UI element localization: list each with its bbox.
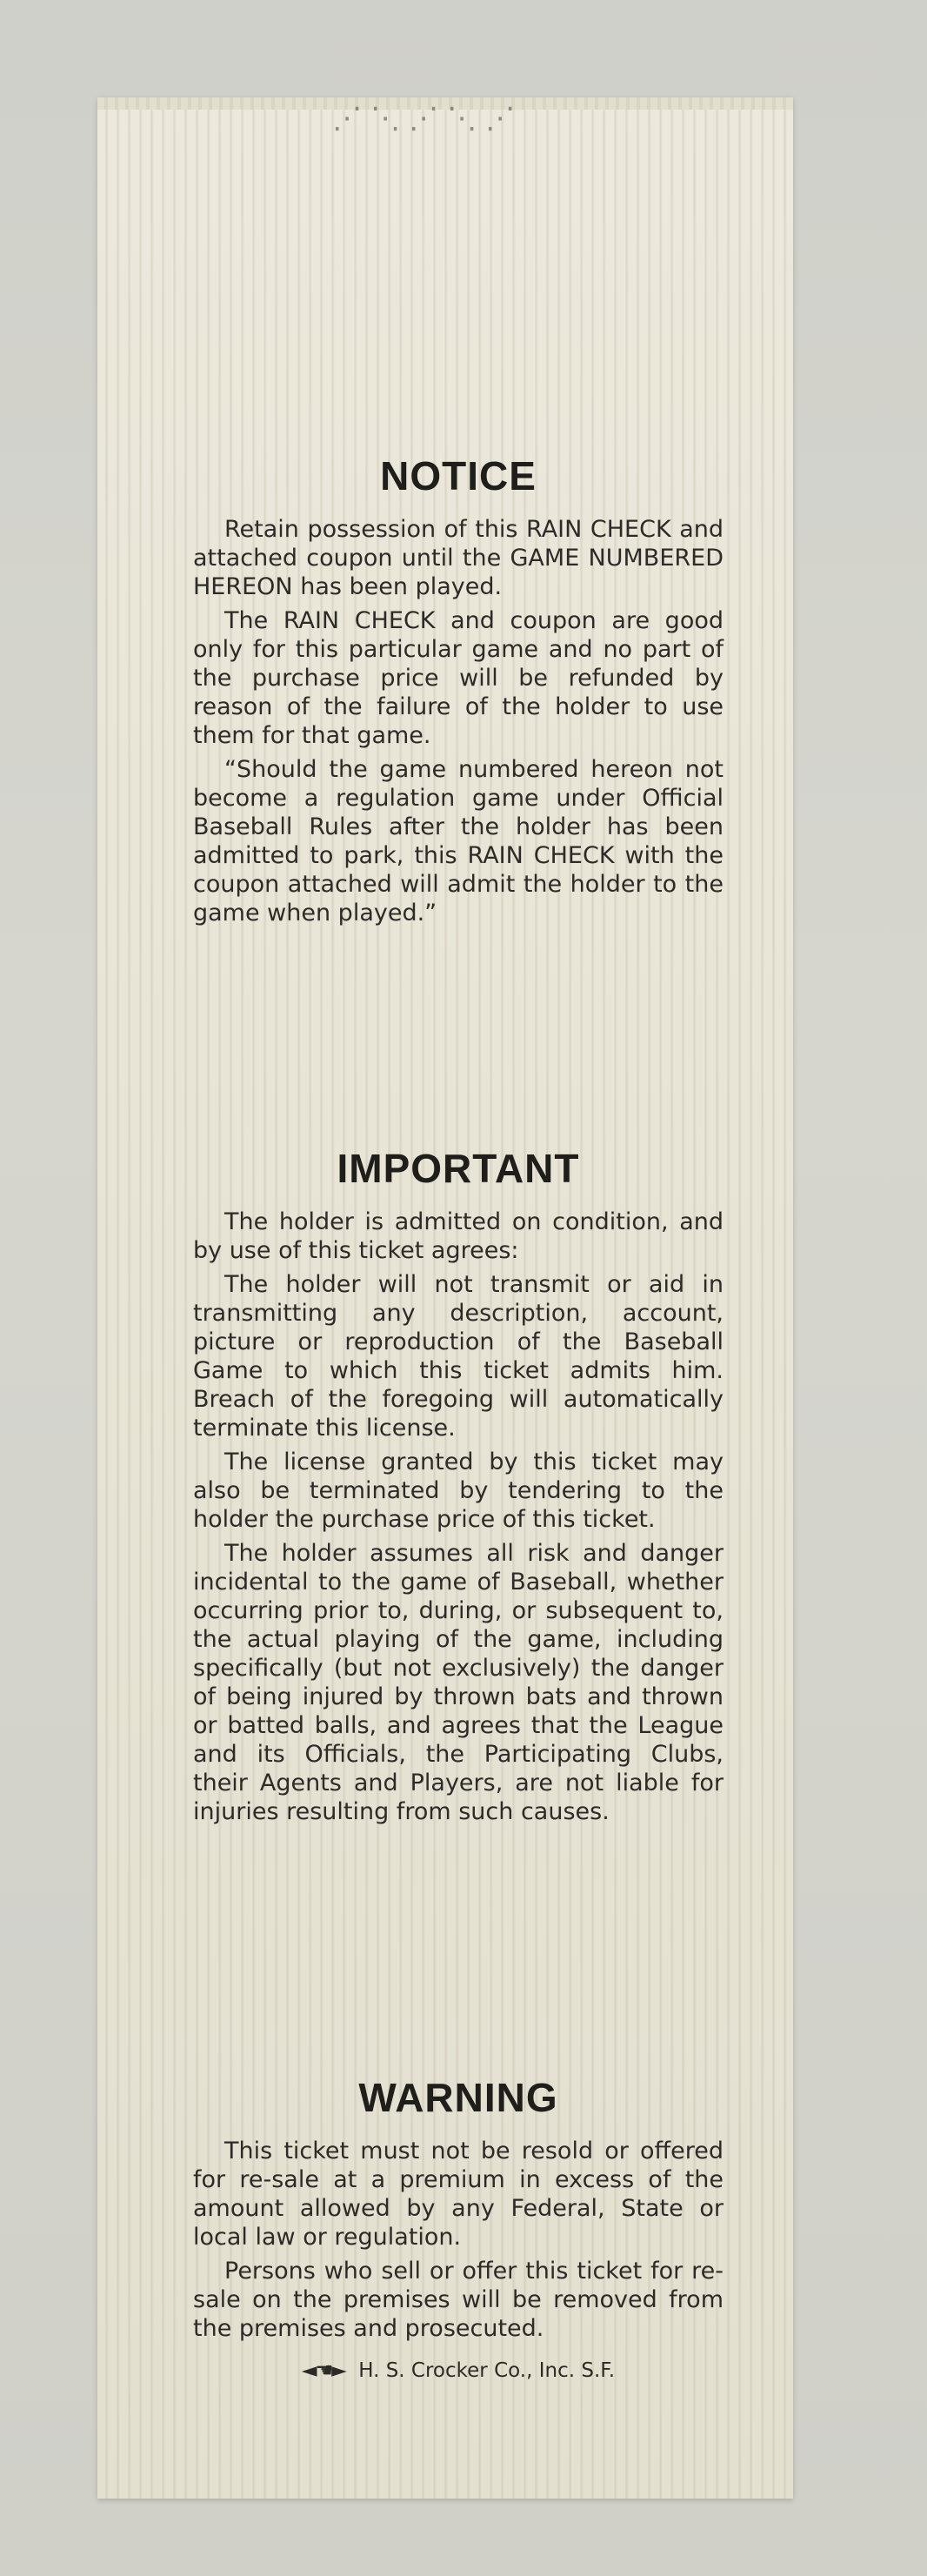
warning-section [193,2074,724,2348]
notice-paragraph-2: The RAIN CHECK and coupon are good only for this particular game and no part of the purchase price will be refunded by reason of the failure of the holder to use them for that game. [193,607,724,749]
important-paragraph-3: The license granted by this ticket may also be terminated by tendering to the holder the purchase price of this ticket. [193,1449,724,1533]
notice-paragraph-1: Retain possession of this RAIN CHECK and attached coupon until the GAME NUMBERED HEREON has been played. [193,516,724,600]
notice-paragraph-3: “Should the game numbered hereon not become a regulation game under Official Baseball Rules after the holder has been admitted to park, this RAIN CHECK with the coupon attached will admit the holder to the game when played.” [193,756,724,927]
important-heading: IMPORTANT [337,1146,580,1191]
important-section [193,1145,724,1831]
important-paragraph-1: The holder is admitted on condition, and by use of this ticket agrees: [193,1208,724,1264]
notice-heading: NOTICE [380,453,537,498]
warning-heading: WARNING [358,2075,558,2120]
rain-check-ticket [97,97,793,2499]
printer-name: H. S. Crocker Co., Inc. S.F. [358,2359,616,2382]
printer-union-logo-icon: ◄☚► [301,2359,345,2382]
important-paragraph-2: The holder will not transmit or aid in transmitting any description, account, picture or reproduction of the Baseball Game to which this ticket admits him. Breach of the foregoing will automatically terminate this license. [193,1271,724,1442]
torn-stub-mark-icon: ⋰⋱⋰⋱⋰ [332,101,524,136]
notice-section [193,452,724,933]
warning-paragraph-1: This ticket must not be resold or offered for re-sale at a premium in excess of the amount allowed by any Federal, State or local law or regulation. [193,2138,724,2251]
printer-credit [193,2359,724,2382]
warning-paragraph-2: Persons who sell or offer this ticket for re-sale on the premises will be removed from the premises and prosecuted. [193,2258,724,2342]
important-paragraph-4: The holder assumes all risk and danger incidental to the game of Baseball, whether occurring prior to, during, or subsequent to, the actual playing of the game, including specifically (but not exclusively) the danger of being injured by thrown bats and thrown or batted balls, and agrees that the League and its Officials, the Participating Clubs, their Agents and Players, are not liable for injuries resulting from such causes. [193,1540,724,1825]
